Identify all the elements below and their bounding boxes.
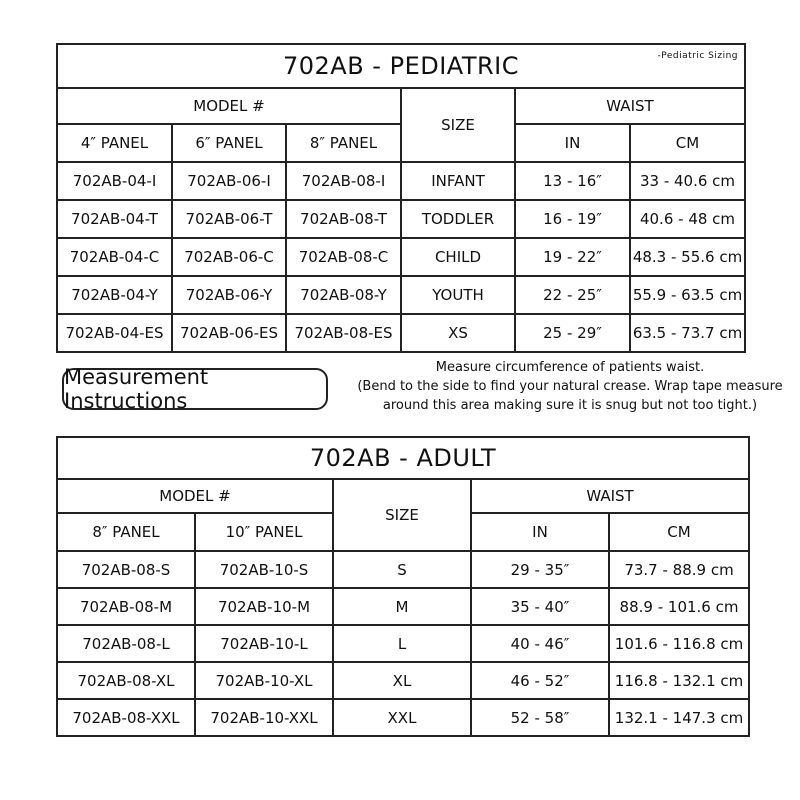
model-number-cell: 702AB-04-I [57,162,172,200]
model-number-cell: 702AB-08-ES [286,314,401,352]
adult-size-table [56,436,750,737]
size-cell: XS [401,314,515,352]
table-row [57,588,749,625]
size-cell: M [333,588,471,625]
pediatric-size-table [56,43,746,353]
waist-in-cell: 46 - 52″ [471,662,609,699]
pediatric-waist-header: WAIST [515,88,745,124]
waist-cm-cell: 48.3 - 55.6 cm [630,238,745,276]
pediatric-size-header: SIZE [401,88,515,162]
model-number-cell: 702AB-04-Y [57,276,172,314]
pediatric-unit-header-cm: CM [630,124,745,162]
table-row [57,276,745,314]
pediatric-model-header: MODEL # [57,88,401,124]
model-number-cell: 702AB-08-L [57,625,195,662]
pediatric-panel-header: 8″ PANEL [286,124,401,162]
table-row [57,662,749,699]
size-cell: L [333,625,471,662]
size-cell: XL [333,662,471,699]
size-cell: INFANT [401,162,515,200]
table-row [57,162,745,200]
pediatric-panel-header: 4″ PANEL [57,124,172,162]
model-number-cell: 702AB-10-S [195,551,333,588]
model-number-cell: 702AB-04-ES [57,314,172,352]
size-cell: S [333,551,471,588]
adult-unit-header-cm: CM [609,513,749,551]
model-number-cell: 702AB-08-Y [286,276,401,314]
waist-in-cell: 35 - 40″ [471,588,609,625]
model-number-cell: 702AB-06-Y [172,276,286,314]
adult-table-body [57,551,749,736]
waist-cm-cell: 116.8 - 132.1 cm [609,662,749,699]
size-cell: XXL [333,699,471,736]
table-row [57,238,745,276]
model-number-cell: 702AB-06-C [172,238,286,276]
size-cell: TODDLER [401,200,515,238]
model-number-cell: 702AB-10-XL [195,662,333,699]
waist-in-cell: 52 - 58″ [471,699,609,736]
adult-title-cell [57,437,749,479]
table-row [57,314,745,352]
model-number-cell: 702AB-08-XL [57,662,195,699]
pediatric-table-body [57,162,745,352]
measurement-instructions-text [345,358,795,415]
model-number-cell: 702AB-04-T [57,200,172,238]
model-number-cell: 702AB-06-I [172,162,286,200]
waist-cm-cell: 63.5 - 73.7 cm [630,314,745,352]
pediatric-unit-header-in: IN [515,124,630,162]
waist-in-cell: 25 - 29″ [515,314,630,352]
waist-in-cell: 13 - 16″ [515,162,630,200]
instruction-line: (Bend to the side to find your natural crease. Wrap tape measure [357,379,783,394]
waist-cm-cell: 73.7 - 88.9 cm [609,551,749,588]
measurement-instructions-label: Measurement Instructions [62,368,328,410]
model-number-cell: 702AB-08-S [57,551,195,588]
table-row [57,625,749,662]
waist-cm-cell: 33 - 40.6 cm [630,162,745,200]
model-number-cell: 702AB-06-ES [172,314,286,352]
model-number-cell: 702AB-08-M [57,588,195,625]
instruction-line: around this area making sure it is snug but not too tight.) [382,398,758,413]
model-number-cell: 702AB-08-XXL [57,699,195,736]
waist-cm-cell: 132.1 - 147.3 cm [609,699,749,736]
size-cell: CHILD [401,238,515,276]
waist-cm-cell: 101.6 - 116.8 cm [609,625,749,662]
waist-cm-cell: 55.9 - 63.5 cm [630,276,745,314]
instruction-line: Measure circumference of patients waist. [435,360,705,375]
model-number-cell: 702AB-06-T [172,200,286,238]
waist-cm-cell: 88.9 - 101.6 cm [609,588,749,625]
pediatric-title-cell [57,44,745,88]
table-row [57,551,749,588]
model-number-cell: 702AB-08-T [286,200,401,238]
adult-title: 702AB - ADULT [309,444,497,472]
model-number-cell: 702AB-10-XXL [195,699,333,736]
table-row [57,699,749,736]
pediatric-title: 702AB - PEDIATRIC [282,52,520,80]
pediatric-panel-header: 6″ PANEL [172,124,286,162]
adult-model-header: MODEL # [57,479,333,513]
model-number-cell: 702AB-08-C [286,238,401,276]
waist-in-cell: 22 - 25″ [515,276,630,314]
waist-in-cell: 19 - 22″ [515,238,630,276]
adult-unit-header-in: IN [471,513,609,551]
waist-in-cell: 40 - 46″ [471,625,609,662]
model-number-cell: 702AB-04-C [57,238,172,276]
adult-panel-header: 8″ PANEL [57,513,195,551]
table-row [57,200,745,238]
adult-panel-header: 10″ PANEL [195,513,333,551]
adult-size-header: SIZE [333,479,471,551]
waist-in-cell: 16 - 19″ [515,200,630,238]
model-number-cell: 702AB-10-L [195,625,333,662]
waist-in-cell: 29 - 35″ [471,551,609,588]
pediatric-sizing-note: -Pediatric Sizing [657,51,738,61]
size-cell: YOUTH [401,276,515,314]
waist-cm-cell: 40.6 - 48 cm [630,200,745,238]
adult-waist-header: WAIST [471,479,749,513]
model-number-cell: 702AB-10-M [195,588,333,625]
model-number-cell: 702AB-08-I [286,162,401,200]
